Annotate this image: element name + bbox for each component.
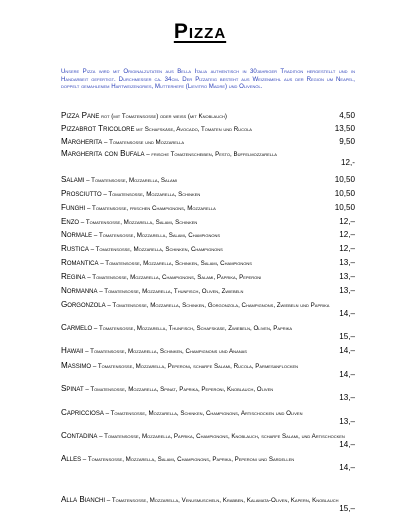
menu-item — [61, 190, 355, 199]
menu-item-price: 13,– — [339, 392, 355, 402]
menu-item-price: 15,– — [339, 503, 355, 513]
menu-item — [61, 218, 355, 227]
menu-item-price: 13,– — [339, 271, 355, 281]
menu-item-price: 14,– — [339, 462, 355, 472]
menu-item — [61, 273, 355, 282]
menu-item — [61, 362, 355, 379]
menu-item-description: – Tomatensosse, Mozzarella, Champignons, Salami, Paprika, Peperoni — [85, 273, 262, 281]
menu-item-price: 14,– — [339, 369, 355, 379]
menu-item-name: Salami — [61, 175, 85, 185]
menu-item — [61, 125, 355, 134]
menu-item-price: 12,- — [341, 157, 355, 167]
menu-item-description: – Tomatensosse, Mozzarella, Paprika, Champignons, Knoblauch, scharfe Salami, und Artischocken — [97, 433, 345, 441]
menu-item-price: 14,– — [339, 439, 355, 449]
menu-item-price: 12,– — [339, 216, 355, 226]
menu-item-name: Alla Bianchi — [61, 495, 106, 505]
menu-item-price: 10,50 — [334, 175, 355, 185]
menu-item — [61, 347, 355, 356]
menu-item — [61, 301, 355, 318]
menu-item-price: 12,– — [339, 230, 355, 240]
menu-item-name: Margherita con Bufala — [61, 149, 145, 159]
menu-item-description: – Tomatensosse, Mozzarella, Schinken, Champignons und Ananas — [83, 348, 247, 356]
menu-item — [61, 245, 355, 254]
menu-item — [61, 287, 355, 296]
menu-item-price: 14,– — [339, 346, 355, 356]
menu-item-description: – Tomatensosse, Mozzarella, Venusmuscheln, Krabben, Kalamata-Oliven, Kapern, Knoblauch — [105, 497, 339, 505]
menu-item-name: Carmelo — [61, 323, 93, 333]
menu-item-name: Pizzabrot Tricolore — [61, 123, 135, 133]
menu-item-description: – Tomatensosse, Mozzarella, Schinken — [101, 191, 201, 199]
menu-item — [61, 112, 355, 121]
menu-item — [61, 204, 355, 213]
menu-item-description: – frische Tomatenscheiben, Pesto, Büffelmozzarella — [144, 151, 277, 159]
menu-item-price: 15,– — [339, 331, 355, 341]
menu-item-name: Enzo — [61, 216, 80, 226]
menu-item-name: Romantica — [61, 258, 99, 268]
menu-item — [61, 324, 355, 341]
menu-item-name: Regina — [61, 271, 86, 281]
menu-item-description: – Tomatensosse, Mozzarella, Salami — [84, 177, 178, 185]
menu-item-name: Massimo — [61, 361, 92, 371]
menu-item-price: 9,50 — [339, 136, 355, 146]
menu-item — [61, 231, 355, 240]
menu-item-description: – Tomatensosse und Mozzarella — [102, 138, 185, 146]
menu-item-description: mit Schafskäse, Avocado, Tomaten und Rucola — [134, 125, 252, 133]
menu-item-name: Capricciosa — [61, 408, 104, 418]
menu-item-price: 4,50 — [339, 111, 355, 120]
menu-item-name: Normale — [61, 230, 93, 240]
menu-item-description: rot (mit Tomatensosse) oder weiss (mit Knoblauch) — [99, 113, 227, 120]
menu-item-description: – Tomatensosse, Mozzarella, Thunfisch, Schafskäse, Zwiebeln, Oliven, Paprika — [92, 325, 293, 333]
menu-item-name: Gorgonzola — [61, 300, 106, 310]
menu-item-description: – Tomatensosse, Mozzarella, Schinken, Champignons — [88, 246, 223, 254]
intro-text: Unsere Pizza wird mit Originalzutaten aus Bella Italia authentisch in 30jähriger Tradition hergestellt und in Handarbeit gefertigt. Durchmesser ca. 34cm. Der Pizzateig besteht aus Weizenmehl aus der Region um Neapel, doppelt gemahlenem Hartweizengries, Mutterhefe (Lievitro Madre) und Olivenöl. — [61, 68, 355, 91]
menu-item — [61, 385, 355, 402]
menu-item-name: Prosciutto — [61, 189, 102, 199]
menu-item-name: Normanna — [61, 285, 98, 295]
menu-item — [61, 432, 355, 449]
menu-item-description: – Tomatensosse, Mozzarella, Peperoni, scharfe Salami, Rucola, Parmesanflocken — [91, 363, 299, 371]
menu-item-name: Rustica — [61, 244, 89, 254]
menu-item-price: 13,– — [339, 258, 355, 268]
menu-item — [61, 409, 355, 426]
menu-item-description: – Tomatensosse, Mozzarella, Salami, Schinken — [79, 218, 198, 226]
menu-item — [61, 259, 355, 268]
menu-item-name: Margherita — [61, 136, 103, 146]
menu-item — [61, 150, 355, 167]
menu-item-description: – Tomatensosse, Mozzarella, Schinken, Gorgonzola, Champignons, Zwiebeln und Paprika — [105, 302, 330, 310]
menu-item-price: 14,– — [339, 308, 355, 318]
menu-item-price: 13,50 — [334, 123, 355, 133]
menu-item — [61, 138, 355, 147]
menu-item — [61, 176, 355, 185]
menu-item-description: – Tomatensosse, Mozzarella, Spinat, Paprika, Peperoni, Knoblauch, Oliven — [83, 386, 274, 394]
menu-item — [61, 496, 355, 513]
menu-item-description: – Tomatensosse, Mozzarella, Schinken, Champignons, Artischocken und Oliven — [103, 410, 303, 418]
menu-item-name: Funghi — [61, 202, 86, 212]
page-title: Pizza — [173, 20, 227, 43]
menu-item-name: Contadina — [61, 431, 98, 441]
menu-item-name: Spinat — [61, 384, 84, 394]
menu-item-price: 13,– — [339, 416, 355, 426]
menu-item-name: Hawaii — [61, 346, 84, 356]
menu-item-description: – Tomatensosse, frischen Champignons, Mozzarella — [85, 204, 216, 212]
menu-item-price: 10,50 — [334, 189, 355, 199]
menu-item-price: 10,50 — [334, 202, 355, 212]
menu-item-name: Pizza Pane — [61, 111, 100, 120]
menu-item-description: – Tomatensosse, Mozzarella, Schinken, Salami, Champignons — [98, 260, 252, 268]
pizza-menu-list — [61, 112, 355, 513]
menu-item-description: – Tomatensosse, Mozzarella, Thunfisch, Oliven, Zwiebeln — [97, 287, 244, 295]
menu-item — [61, 455, 355, 472]
menu-item-price: 13,– — [339, 285, 355, 295]
menu-item-description: – Tomatensosse, Mozzarella, Salami, Champignons, Paprika, Peperoni und Sardellen — [81, 456, 295, 464]
menu-item-description: – Tomatensosse, Mozzarella, Salami, Champignons — [92, 232, 221, 240]
menu-item-price: 12,– — [339, 244, 355, 254]
menu-item-name: Alles — [61, 454, 82, 464]
